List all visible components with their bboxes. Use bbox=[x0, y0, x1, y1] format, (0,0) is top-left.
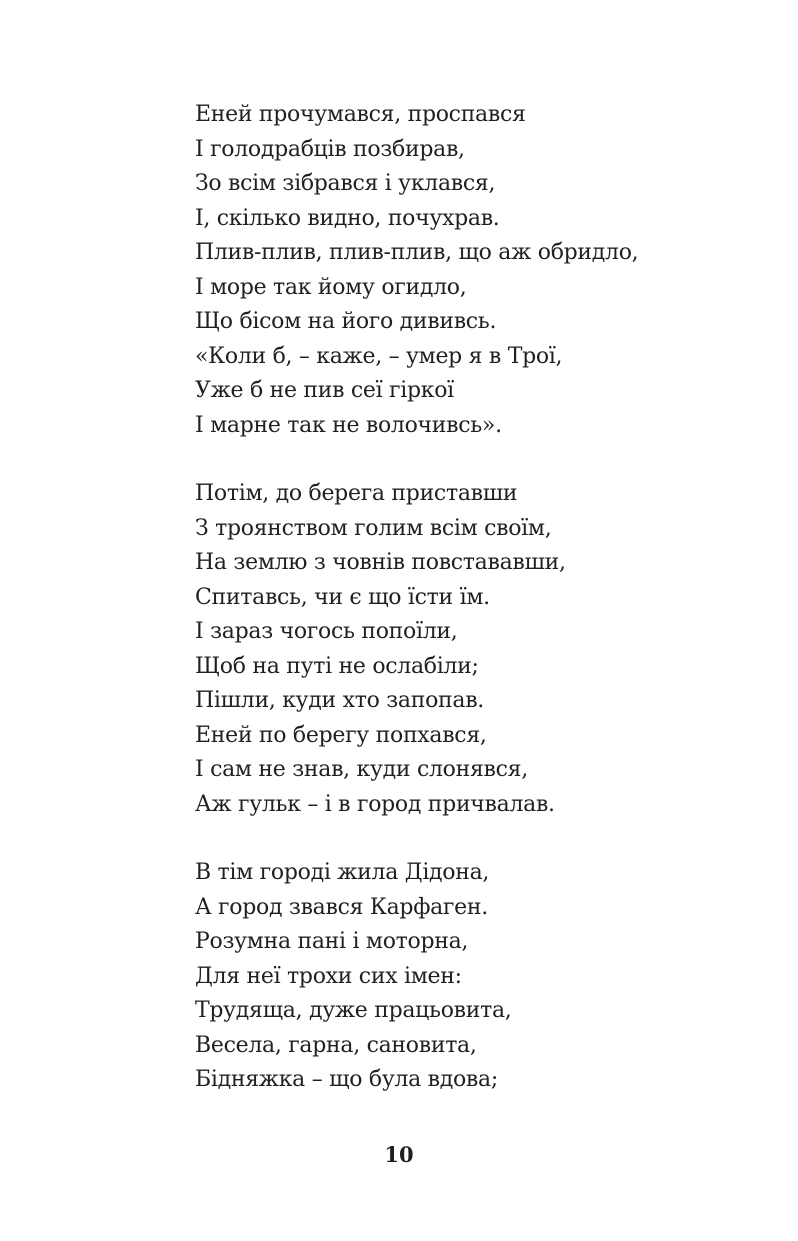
poem-line: І сам не знав, куди слонявся, bbox=[195, 757, 528, 782]
poem-line: Уже б не пив сеї гіркої bbox=[195, 378, 454, 403]
poem-line: Зо всім зібрався і уклався, bbox=[195, 171, 496, 196]
poem-line: І зараз чогось попоїли, bbox=[195, 619, 458, 644]
poem-line: В тім городі жила Дідона, bbox=[195, 860, 490, 885]
poem-line: І море так йому огидло, bbox=[195, 274, 467, 300]
poem-line: Пішли, куди хто запопав. bbox=[195, 688, 484, 713]
poem-line: Спитавсь, чи є що їсти їм. bbox=[195, 584, 490, 610]
poem-line: Що бісом на його дививсь. bbox=[195, 309, 497, 334]
stanza-3 bbox=[195, 856, 775, 1098]
poem-line: Для неї трохи сих імен: bbox=[195, 963, 462, 989]
poem-line: Еней прочумався, проспався bbox=[195, 102, 526, 127]
poem-line: З троянством голим всім своїм, bbox=[195, 515, 552, 541]
poem-line: Плив-плив, плив-плив, що аж обридло, bbox=[195, 240, 639, 265]
poem-line: І, скілько видно, почухрав. bbox=[195, 205, 500, 231]
stanza-1 bbox=[195, 98, 775, 443]
poem-line: Бідняжка – що була вдова; bbox=[195, 1067, 498, 1092]
poem-line: А город звався Карфаген. bbox=[195, 894, 488, 920]
poem-line: Весела, гарна, сановита, bbox=[195, 1032, 477, 1058]
poem-line: Щоб на путі не ослабіли; bbox=[195, 653, 479, 679]
page-number: 10 bbox=[384, 1142, 414, 1167]
poem-line: На землю з човнів повстававши, bbox=[195, 550, 566, 575]
poem-line: І марне так не волочивсь». bbox=[195, 412, 502, 438]
poem-line: Розумна пані і моторна, bbox=[195, 929, 469, 954]
poem-line: І голодрабців позбирав, bbox=[195, 136, 465, 162]
stanza-2 bbox=[195, 477, 775, 822]
poem-line: Аж гульк – і в город причвалав. bbox=[195, 791, 555, 817]
poem-text bbox=[195, 98, 775, 1132]
poem-line: Еней по берегу попхався, bbox=[195, 722, 487, 748]
poem-line: Потім, до берега приставши bbox=[195, 481, 518, 506]
poem-line: «Коли б, – каже, – умер я в Трої, bbox=[195, 343, 563, 369]
poem-line: Трудяща, дуже працьовита, bbox=[195, 998, 512, 1023]
